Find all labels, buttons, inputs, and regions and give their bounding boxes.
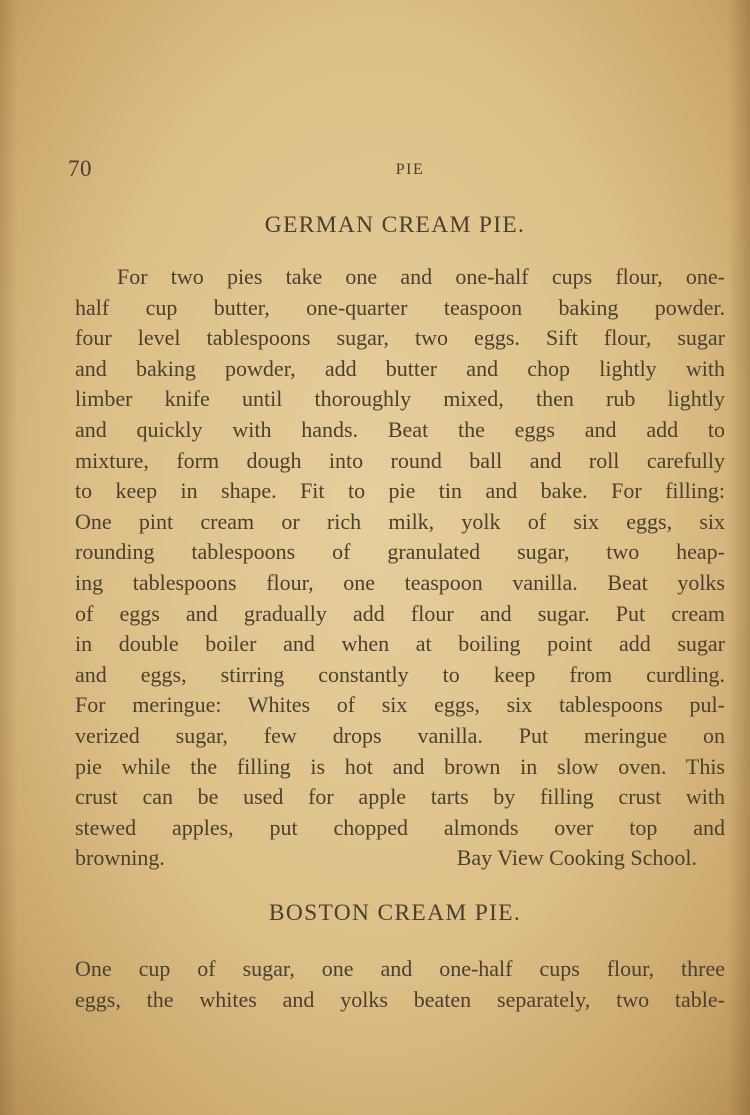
- text-line: pie while the filling is hot and brown in slow oven. This: [75, 753, 725, 779]
- text-line: One pint cream or rich milk, yolk of six eggs, six: [75, 508, 725, 534]
- text-line: of eggs and gradually add flour and sugar. Put cream: [75, 600, 725, 626]
- running-head: PIE: [395, 161, 425, 178]
- text-line: in double boiler and when at boiling point add sugar: [75, 631, 725, 657]
- recipe-title-german-cream-pie: GERMAN CREAM PIE.: [264, 212, 526, 238]
- recipe-body-boston-cream-pie: [75, 954, 725, 1015]
- text-line: limber knife until thoroughly mixed, then rub lightly: [75, 386, 725, 412]
- text-line: and quickly with hands. Beat the eggs and add to: [75, 416, 725, 442]
- recipe-title-boston-cream-pie: BOSTON CREAM PIE.: [268, 900, 522, 926]
- text-line: and eggs, stirring constantly to keep from curdling.: [75, 661, 725, 687]
- text-line: four level tablespoons sugar, two eggs. Sift flour, sugar: [75, 325, 725, 351]
- text-line: For two pies take one and one-half cups flour, one-: [117, 264, 725, 289]
- text-line: One cup of sugar, one and one-half cups flour, three: [75, 956, 725, 981]
- text-line: and baking powder, add butter and chop lightly with: [75, 355, 725, 381]
- text-line: rounding tablespoons of granulated sugar, two heap-: [75, 539, 725, 565]
- text-line: verized sugar, few drops vanilla. Put meringue on: [75, 722, 725, 748]
- text-line: browning.: [75, 845, 165, 871]
- text-line: ing tablespoons flour, one teaspoon vanilla. Beat yolks: [75, 569, 725, 595]
- page-number: 70: [68, 156, 92, 181]
- text-line: eggs, the whites and yolks beaten separately, two table-: [75, 986, 725, 1012]
- text-line: to keep in shape. Fit to pie tin and bake. For filling:: [75, 478, 725, 504]
- text-line: crust can be used for apple tarts by filling crust with: [75, 784, 725, 810]
- recipe-attribution: Bay View Cooking School.: [456, 845, 697, 871]
- closing-line: [75, 843, 725, 874]
- text-line: For meringue: Whites of six eggs, six tablespoons pul-: [75, 692, 725, 718]
- text-line: mixture, form dough into round ball and roll carefully: [75, 447, 725, 473]
- text-line: stewed apples, put chopped almonds over top and: [75, 814, 725, 840]
- recipe-body-german-cream-pie: [75, 262, 725, 874]
- text-line: half cup butter, one-quarter teaspoon baking powder.: [75, 294, 725, 320]
